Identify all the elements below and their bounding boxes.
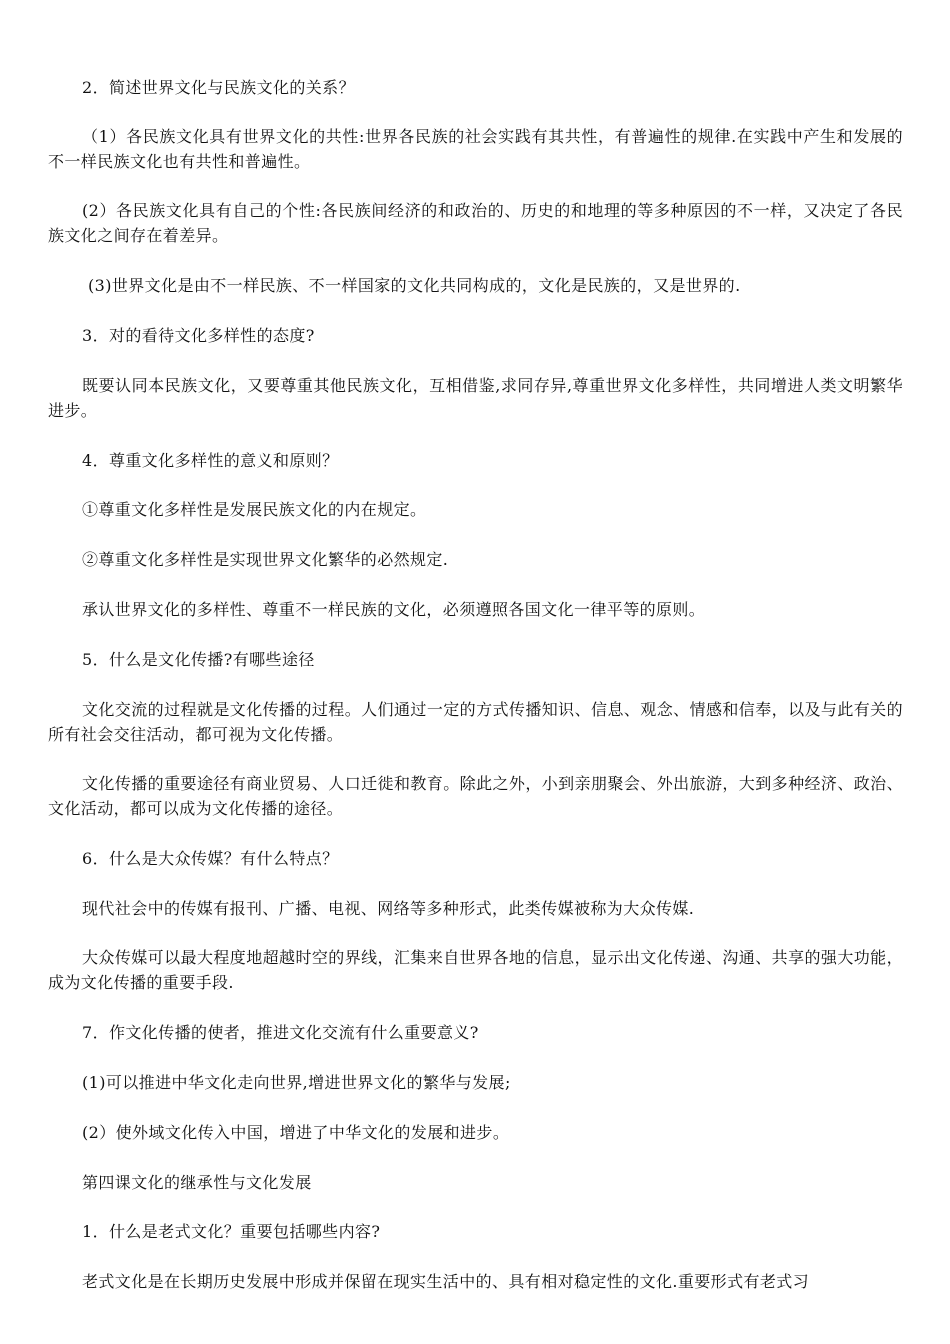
question-7-heading: 7．作文化传播的使者，推进文化交流有什么重要意义? [82,1023,479,1042]
answer-2-point-3: (3)世界文化是由不一样民族、不一样国家的文化共同构成的，文化是民族的，又是世界的. [88,276,741,295]
answer-6-paragraph-1: 现代社会中的传媒有报刊、广播、电视、网络等多种形式，此类传媒被称为大众传媒. [82,899,695,918]
answer-2-point-2: (2）各民族文化具有自己的个性:各民族间经济的和政治的、历史的和地理的等多种原因的不一样，又决定了各民族文化之间存在着差异。 [48,201,903,245]
answer-4-item-1: ①尊重文化多样性是发展民族文化的内在规定。 [82,500,427,519]
answer-6-paragraph-2: 大众传媒可以最大程度地超越时空的界线，汇集来自世界各地的信息，显示出文化传递、沟通、共享的强大功能，成为文化传播的重要手段. [48,948,903,992]
lesson-4-question-1-heading: 1．什么是老式文化？重要包括哪些内容? [82,1222,381,1241]
answer-5-paragraph-2: 文化传播的重要途径有商业贸易、人口迁徙和教育。除此之外，小到亲朋聚会、外出旅游，大到多种经济、政治、文化活动，都可以成为文化传播的途径。 [48,774,903,818]
lesson-4-answer-1-paragraph: 老式文化是在长期历史发展中形成并保留在现实生活中的、具有相对稳定性的文化.重要形式有老式习 [82,1272,810,1291]
answer-7-point-1: (1)可以推进中华文化走向世界,增进世界文化的繁华与发展; [82,1073,511,1092]
answer-5-paragraph-1: 文化交流的过程就是文化传播的过程。人们通过一定的方式传播知识、信息、观念、情感和信奉，以及与此有关的所有社会交往活动，都可视为文化传播。 [48,700,903,744]
question-5-heading: 5．什么是文化传播?有哪些途径 [82,650,315,669]
answer-2-point-1: （1）各民族文化具有世界文化的共性:世界各民族的社会实践有其共性，有普遍性的规律.在实践中产生和发展的不一样民族文化也有共性和普遍性。 [48,127,903,171]
question-4-heading: 4．尊重文化多样性的意义和原则？ [82,451,339,470]
lesson-4-heading: 第四课文化的继承性与文化发展 [82,1173,312,1192]
question-3-heading: 3．对的看待文化多样性的态度? [82,326,315,345]
answer-3-paragraph: 既要认同本民族文化，又要尊重其他民族文化，互相借鉴,求同存异,尊重世界文化多样性，共同增进人类文明繁华进步。 [48,376,903,420]
question-6-heading: 6．什么是大众传媒？有什么特点？ [82,849,339,868]
answer-7-point-2: (2）使外域文化传入中国，增进了中华文化的发展和进步。 [82,1123,510,1142]
answer-4-principle: 承认世界文化的多样性、尊重不一样民族的文化，必须遵照各国文化一律平等的原则。 [82,600,706,619]
question-2-heading: 2．简述世界文化与民族文化的关系？ [82,78,355,97]
answer-4-item-2: ②尊重文化多样性是实现世界文化繁华的必然规定. [82,550,449,569]
